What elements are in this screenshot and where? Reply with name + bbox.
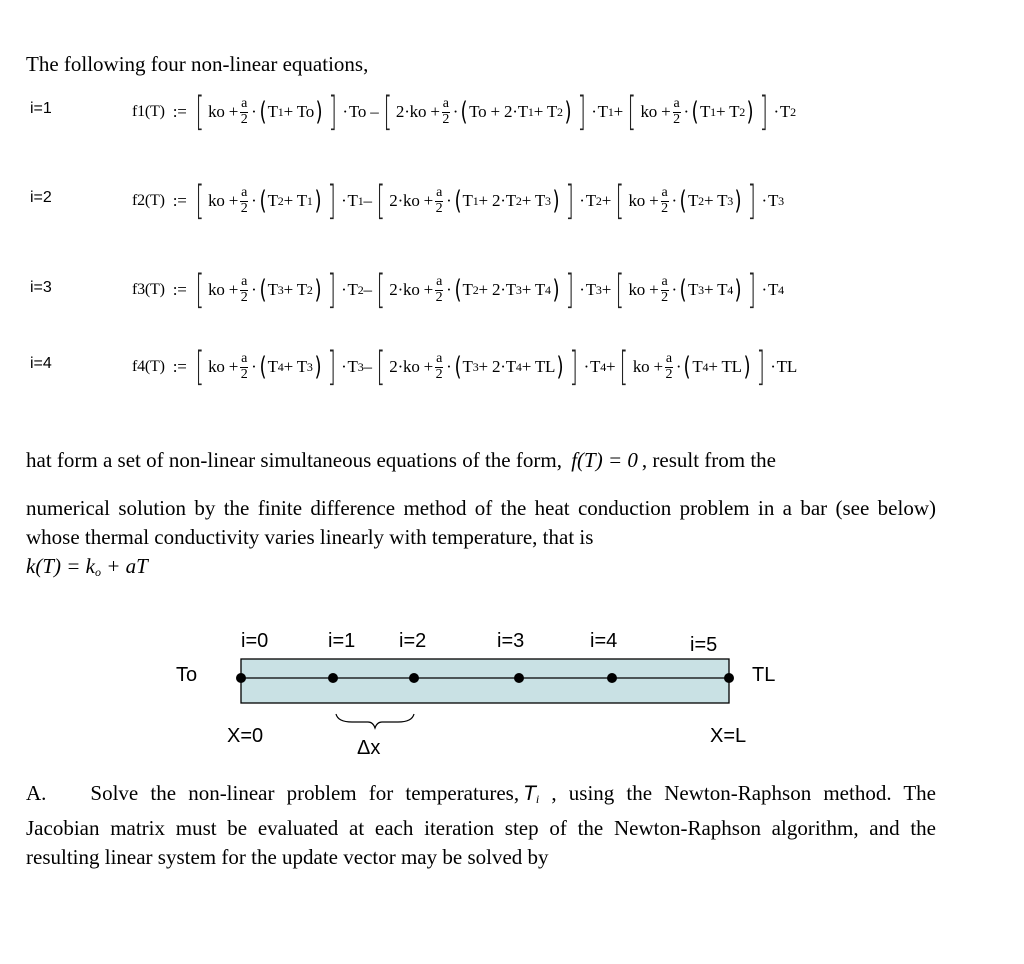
node-label-1: i=1	[328, 630, 356, 652]
equation-1: f1(T) := [ ko + $\frac{a}{2}$ · ( T 1 + To ) ] · To – [ 2·ko + $\frac{a}{2}$ · ( To + 2·T 1 + T 2 ) ] · T 1 + [ ko + $\frac{a}{2}$ · ( T 1 + T 2 ) ] · T 2	[132, 89, 796, 135]
equation-3: f3(T) := [ ko + $\frac{a}{2}$ · ( T 3 + T 2 ) ] · T 2 – [ 2·ko + $\frac{a}{2}$ · ( T 2 + 2·T 3 + T 4 ) ] · T 3 + [ ko + $\frac{a}{2}$ · ( T 3 + T 4 ) ] · T 4	[132, 267, 784, 313]
equation-2: f2(T) := [ ko + $\frac{a}{2}$ · ( T 2 + T 1 ) ] · T 1 – [ 2·ko + $\frac{a}{2}$ · ( T 1 + 2·T 2 + T 3 ) ] · T 2 + [ ko + $\frac{a}{2}$ · ( T 2 + T 3 ) ] · T 3	[132, 178, 784, 224]
equation-name: f3(T)	[132, 281, 165, 298]
conductivity-formula: k(T) = k	[26, 554, 95, 578]
left-temperature: To	[176, 664, 198, 686]
node-label-4: i=4	[590, 630, 618, 652]
node-5	[724, 673, 734, 683]
node-3	[514, 673, 524, 683]
node-2	[409, 673, 419, 683]
x-end-label: X=L	[710, 725, 747, 747]
conductivity-sub: o	[94, 565, 101, 579]
vector-equation: f(T) = 0	[571, 448, 638, 472]
dx-brace	[336, 714, 414, 728]
intro-text: The following four non-linear equations,	[26, 52, 369, 76]
bar-rect	[241, 659, 729, 703]
conductivity-tail: + aT	[100, 554, 148, 578]
section-a-text1: Solve the non-linear problem for temperatures,	[90, 781, 520, 805]
paragraph-form	[26, 446, 936, 475]
section-a	[26, 779, 936, 872]
paragraph-problem-text: numerical solution by the finite difference method of the heat conduction problem in a bar (see below) whose thermal conductivity varies linearly with temperature, that is	[26, 496, 936, 549]
node-4	[607, 673, 617, 683]
node-label-0: i=0	[241, 630, 269, 652]
paragraph-form-tail: , result from the	[641, 448, 777, 472]
node-1	[328, 673, 338, 683]
equation-label-4: i=4	[30, 355, 52, 372]
node-label-3: i=3	[497, 630, 525, 652]
equation-label-3: i=3	[30, 279, 52, 296]
equation-label-2: i=2	[30, 189, 52, 206]
node-label-5: i=5	[690, 634, 718, 656]
paragraph-form-text: hat form a set of non-linear simultaneous equations of the form,	[26, 448, 562, 472]
equation-label-1: i=1	[30, 100, 52, 117]
equation-4: f4(T) := [ ko + $\frac{a}{2}$ · ( T 4 + T 3 ) ] · T 3 – [ 2·ko + $\frac{a}{2}$ · ( T 3 + 2·T 4 + TL ) ] · T 4 + [ ko + $\frac{a}{2}$ · ( T 4 + TL ) ] · TL	[132, 344, 798, 390]
x-start-label: X=0	[227, 725, 264, 747]
equation-name: f4(T)	[132, 358, 165, 375]
equation-name: f2(T)	[132, 192, 165, 209]
node-label-2: i=2	[399, 630, 427, 652]
section-a-text2: , using the Newton-Raphson method. The Jacobian matrix must be evaluated at each iteration step of the Newton-Raphson algorithm, and the resulting linear system for the update vector may be solved by	[26, 781, 936, 869]
bar-diagram	[0, 600, 1024, 770]
temperature-variable: T	[523, 782, 536, 805]
temperature-variable-sub: i	[535, 792, 540, 806]
section-a-letter: A.	[26, 781, 47, 805]
node-0	[236, 673, 246, 683]
equation-name: f1(T)	[132, 103, 165, 120]
dx-label: Δx	[357, 737, 381, 759]
right-temperature: TL	[752, 664, 776, 686]
paragraph-problem	[26, 494, 936, 587]
